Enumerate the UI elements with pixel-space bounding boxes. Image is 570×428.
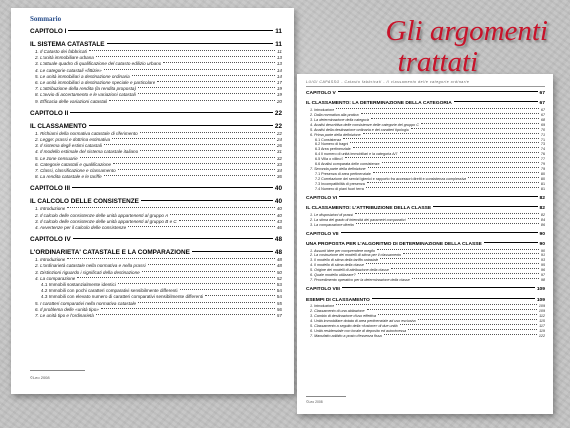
toc-dot-leader [157,81,275,82]
toc-dot-leader [96,314,275,315]
toc-entry-title: 1. Introduzione [35,206,66,212]
toc-entry-title: 3. Il sistema degli estimi catastali [35,143,102,149]
toc-page-number: 79 [540,167,545,172]
toc-dot-leader [341,232,538,233]
toc-dot-leader [138,302,275,303]
toc-dot-leader [170,214,275,215]
toc-chapter-row [30,185,282,193]
toc-dot-leader [109,100,275,101]
page-footer-right [306,396,346,404]
toc-page-number: 68 [540,117,545,122]
toc-entry-title: 6.5 Villa o villino? [315,157,344,162]
toc-dot-leader [400,324,538,325]
toc-dot-leader [339,196,537,197]
toc-page-number: 22 [276,130,282,136]
slide-title [386,16,548,78]
toc-dot-leader [380,258,538,259]
toc-dot-leader [107,43,274,44]
toc-page-number: 19 [276,86,282,92]
toc-entry-title: 1. Introduzione [35,257,66,263]
toc-page-number: 67 [539,101,545,107]
toc-dot-leader [67,258,274,259]
toc-entry-title: 3. Distinzioni riguardo i significati della destinazione [35,269,140,275]
toc-dot-leader [89,50,275,51]
toc-dot-leader [104,144,275,145]
toc-page-number: 22 [274,122,282,130]
toc-dot-leader [358,273,539,274]
toc-entry-title: 2. Dalla normativa alla pratica [310,112,359,117]
toc-entry-title: 6. Il problema delle «unità tipo» [35,306,99,312]
toc-entry-title: 2. Il calcolo delle consistenze delle unità appartenenti al gruppo A [35,212,169,218]
toc-page-number: 82 [539,206,545,212]
toc-dot-leader [205,295,275,296]
page-footer-left [30,370,85,380]
toc-page-number: 19 [276,92,282,98]
toc-dot-leader [138,87,275,88]
toc-chapter-row [30,41,282,49]
toc-entry-title: 3. La determinazione della categoria [310,117,370,122]
toc-entry-title: IL CLASSAMENTO: LA DETERMINAZIONE DELLA CATEGORIA [306,101,452,107]
toc-dot-leader [338,91,538,92]
toc-entry-row [306,278,545,283]
toc-dot-leader [104,175,275,176]
toc-page-number: 48 [274,249,282,257]
toc-entry-title: CAPITOLO VI [306,196,338,202]
toc-dot-leader [468,177,538,178]
toc-entry-title: 2. La costruzione dei modelli di stima per il classamento [310,253,402,258]
toc-dot-leader [363,133,539,134]
slide-title-line1: Gli argomenti [385,15,548,47]
toc-page-number: 79 [540,162,545,167]
toc-dot-leader [408,218,539,219]
toc-dot-leader [180,289,275,290]
toc-page-number: 14 [276,67,282,73]
footer-copyright: ©Leo 2008 [306,400,323,404]
toc-chapter-row [306,232,545,238]
toc-page-number: 74 [540,147,545,152]
toc-page-number: 53 [276,282,282,288]
toc-page-number: 17 [276,80,282,86]
toc-page-number: 96 [540,268,545,273]
toc-page-number: 82 [540,212,545,217]
toc-entry-title: 6.4 Il numero di unità immobiliari e la categoria A/7 [315,152,398,157]
toc-entry-title: 5. Classamento a seguito della «fusione» di due unità [310,323,398,328]
toc-entry-title: 7.4 Numero di piani fuori terra [315,187,364,192]
toc-page-number: 34 [276,168,282,174]
toc-dot-leader [400,152,539,153]
toc-dot-leader [345,157,538,158]
toc-page-number: 67 [540,112,545,117]
toc-entry-title: 4. Il modello di stima della classe [310,263,364,268]
toc-page-number: 84 [540,217,545,222]
toc-page-number: 91 [540,253,545,258]
toc-page-number: 11 [277,49,282,54]
toc-page-number: 90 [540,248,545,253]
toc-entry-title: 4. Avvertenze per il calcolo delle consistenze [35,225,127,231]
toc-entry-title: UNA PROPOSTA PER L'ALGORITMO DI DETERMINAZIONE DELLA CLASSE [306,242,482,248]
toc-dot-leader [179,220,275,221]
toc-page-number: 80 [540,172,545,177]
toc-page-number: 97 [540,273,545,278]
toc-page-number: 77 [540,157,545,162]
toc-entry-title: L'ORDINARIETA' CATASTALE E LA COMPARAZIONE [30,249,190,257]
toc-page-number: 67 [539,91,545,96]
toc-page-number: 22 [274,109,282,117]
toc-page-number: 90 [539,231,545,237]
toc-dot-leader [418,319,537,320]
toc-entry-title: 8. L'avvio di accertamento e le variazioni catastali [35,92,136,98]
toc-entry-title: 7.3 Incompatibilità di presenza [315,182,365,187]
toc-page-number: 112 [539,313,545,318]
toc-dot-leader [373,172,539,173]
toc-dot-leader [353,147,539,148]
toc-page-number: 115 [539,318,545,323]
toc-page-number: 71 [540,132,545,137]
toc-entry-title: 7. Classi, classificazione e classamento [35,168,116,174]
toc-page-number: 13 [276,55,282,61]
toc-entry-title: 4.2 Immobili con pochi caratteri comparativi sensibilmente differenti [41,288,178,294]
toc-page-number: 109 [536,297,545,303]
toc-dot-leader [113,163,275,164]
toc-dot-leader [118,169,275,170]
toc-page-number: 81 [540,182,545,187]
toc-entry-title: 4. La comparazione [35,275,76,281]
toc-page-number: 11 [275,28,282,35]
toc-entry-title: 6. Prima parte della definizione [310,132,361,137]
toc-page-number: 69 [540,122,545,127]
toc-entry-title: 5. Origine dei modelli di attribuzione della classe [310,268,389,273]
toc-page-number: 48 [274,236,282,244]
toc-dot-leader [356,223,539,224]
toc-page-number: 71 [540,137,545,142]
toc-entry-title: 1. Introduzione [310,107,335,112]
toc-page-number: 20 [276,98,282,104]
toc-dot-leader [408,329,537,330]
toc-dot-leader [77,277,275,278]
toc-chapter-row [30,198,282,206]
toc-page-right [297,74,553,414]
toc-dot-leader [366,263,539,264]
footer-rule [306,396,346,397]
toc-entry-title: 5. Analisi della destinazione ordinaria e dei caratteri tipologici [310,127,410,132]
toc-entry-title: 6.2 Numero di bagni [315,142,349,147]
toc-entry-title: 6.1 Consistenza [315,137,342,142]
toc-entry-title: 3. Cambio di destinazione d'uso effettiva [310,313,377,318]
toc-dot-leader [342,287,535,288]
toc-dot-leader [367,182,539,183]
toc-page-number: 82 [539,196,545,202]
toc-page-number: 55 [276,300,282,306]
toc-entry-title: 1. Richiami della normativa catastale di riferimento [35,130,138,136]
toc-dot-leader [101,308,275,309]
toc-entry-title: 6. Le unità immobiliari a destinazione speciale e particolare [35,80,156,86]
toc-dot-leader [70,112,273,113]
toc-dot-leader [343,138,538,139]
toc-entry-title: CAPITOLO IV [30,236,71,244]
toc-entry-row [306,187,545,192]
toc-dot-leader [80,157,275,158]
toc-entry-title: 8. La rendita catastale e le tariffe [35,174,102,180]
toc-page-number: 24 [276,137,282,143]
footer-rule [30,370,85,371]
toc-entry-title: 5. Le unità immobiliari a destinazione ordinaria [35,73,130,79]
toc-page-number: 70 [540,127,545,132]
toc-page-number: 40 [274,185,282,193]
toc-entry-title: 2. La stima del grado di intensità dei parametri comparativi [310,217,406,222]
toc-entry-title: CAPITOLO I [30,28,67,35]
toc-entry-title: 3. Il calcolo delle consistenze delle unità appartenenti al gruppo B e C [35,218,177,224]
toc-entry-title: ESEMPI DI CLASSAMENTO [306,297,370,303]
toc-dot-leader [391,268,539,269]
toc-chapter-row [30,123,282,131]
slide-title-line2: trattati [397,46,479,78]
toc-page-number: 48 [276,263,282,269]
toc-page-number: 26 [276,143,282,149]
toc-page-number: 11 [275,41,282,48]
toc-entry-row [30,174,282,180]
toc-chapter-row [30,28,282,36]
toc-dot-leader [484,242,538,243]
toc-entry-title: 7. L'attribuzione della rendita (la rendita proposta) [35,86,136,92]
toc-page-number: 33 [276,161,282,167]
toc-entry-title: 4. Analisi descrittiva delle consistenze delle categorie del gruppo C [310,122,419,127]
toc-dot-leader [73,238,273,239]
toc-dot-leader [140,132,275,133]
toc-entry-title: 7.2 Correlazione dei servizi igienici e rapporto fra accessori diretti e consistenza complessiva [315,177,467,182]
toc-chapter-row [30,110,282,118]
toc-page-left [11,8,294,394]
toc-entry-title: 3. La comparazione diretta [310,222,354,227]
toc-entry-title: 7. Le unità tipo e l'ordinarietà [35,313,94,319]
toc-page-number: 76 [540,152,545,157]
running-header: LUIGI CAPASSO - Catasto fabbricati - Il classamento delle categorie ordinarie [306,80,545,87]
toc-entry-title: 5. I caratteri comparativi nella normativa catastale [35,300,137,306]
toc-dot-leader [382,162,539,163]
toc-dot-leader [148,264,275,265]
toc-entry-title: 1. Il Catasto dei fabbricati [35,49,87,54]
toc-dot-leader [378,314,537,315]
toc-entry-title: 4.3 Immobili con elevato numero di caratteri comparativi sensibilmente differenti [41,294,204,300]
toc-dot-leader [128,226,275,227]
toc-page-number: 119 [539,328,545,333]
toc-page-number: 80 [540,177,545,182]
toc-entry-title: 7. Procedimento operativo per la determinazione della classe [310,278,410,283]
toc-entry-row [306,334,545,339]
toc-dot-leader [140,150,275,151]
toc-entry-title: CAPITOLO II [30,109,69,117]
toc-dot-leader [138,93,275,94]
toc-entry-title: 2. Legge: prassi e dottrina estimativa [35,137,111,143]
toc-entry-title: 1. Le disposizioni di prassi [310,212,354,217]
toc-entry-title: 7.1 Presenza di area pertinenziale [315,172,371,177]
toc-page-number: 36 [276,174,282,180]
toc-page-number: 32 [276,155,282,161]
toc-entry-row [30,313,282,319]
toc-page-number: 73 [540,142,545,147]
toc-page-number: 14 [276,73,282,79]
toc-page-number: 109 [536,287,545,293]
toc-dot-leader [67,207,274,208]
toc-page-number: 117 [539,323,545,328]
toc-page-number: 81 [540,187,545,192]
toc-entry-title: 6.3 Area pertinenziale [315,147,351,152]
toc-page-number: 52 [276,275,282,281]
toc-entry-title: CAPITOLO III [30,185,71,193]
toc-dot-leader [421,123,539,124]
toc-dot-leader [366,187,539,188]
toc-heading: Sommario [30,15,62,23]
toc-entry-title: 2. L'ordinarietà catastale nella normativa e nella prassi [35,263,146,269]
toc-dot-leader [72,187,273,188]
toc-page-number: 93 [540,258,545,263]
toc-page-number: 90 [539,242,545,248]
toc-list-left [30,28,282,319]
toc-entry-title: IL CALCOLO DELLE CONSISTENZE [30,198,139,206]
toc-dot-leader [372,298,535,299]
toc-page-number: 40 [276,212,282,218]
toc-dot-leader [454,101,538,102]
toc-dot-leader [350,142,539,143]
toc-chapter-row [306,91,545,97]
toc-page-number: 109 [538,303,545,308]
toc-entry-row [30,99,282,105]
toc-entry-title: 4.1 Immobili sostanzialmente identici [41,282,116,288]
toc-page-number: 54 [276,294,282,300]
toc-dot-leader [142,271,275,272]
toc-dot-leader [118,283,275,284]
toc-entry-row [306,223,545,228]
toc-entry-title: 9. Efficacia delle variazioni catastali [35,98,108,104]
toc-dot-leader [384,334,537,335]
toc-dot-leader [433,206,537,207]
toc-entry-title: 1. Assunti idee per comprendere meglio [310,248,376,253]
toc-entry-title: 3. Il modello di stima della tariffa catastale [310,258,379,263]
toc-dot-leader [141,200,273,201]
toc-dot-leader [68,30,273,31]
toc-page-number: 50 [276,269,282,275]
toc-chapter-row [306,287,545,293]
toc-entry-title: CAPITOLO VII [306,231,339,237]
toc-page-number: 98 [540,278,545,283]
toc-chapter-row [30,236,282,244]
toc-dot-leader [361,113,539,114]
toc-page-number: 67 [540,107,545,112]
toc-entry-title: 4. Unità immobiliare dotata di area pertinenziale ad uso esclusivo [310,318,417,323]
toc-dot-leader [367,309,537,310]
toc-dot-leader [96,56,275,57]
toc-dot-leader [104,69,275,70]
toc-dot-leader [336,108,538,109]
toc-entry-title: 6. Categorie catastali e qualificazione [35,161,112,167]
toc-entry-title: IL CLASSAMENTO [30,122,87,130]
toc-entry-title: 7. Manufatto adibito a posto d'essenza fissa [310,333,382,338]
toc-page-number: 122 [538,333,545,338]
toc-page-number: 95 [540,263,545,268]
toc-list-right [306,91,545,339]
toc-dot-leader [192,251,273,252]
toc-page-number: 57 [276,313,282,319]
toc-page-number: 54 [276,288,282,294]
toc-page-number: 40 [274,198,282,206]
toc-entry-title: 3. L'attuale quadro di qualificazione del catasto edilizio urbano [35,61,162,67]
toc-entry-title: 2. L'unità immobiliare urbana [35,55,94,61]
toc-entry-title: 1. Introduzione [310,303,335,308]
toc-chapter-row [30,249,282,257]
toc-dot-leader [377,249,539,250]
toc-page-number: 86 [540,222,545,227]
toc-page-number: 31 [276,149,282,155]
toc-dot-leader [163,62,275,63]
toc-page-number: 13 [276,61,282,67]
toc-entry-title: IL SISTEMA CATASTALE [30,41,105,48]
toc-entry-title: 6. Unità residenziale con locale di deposito ed autorimessa [310,328,407,333]
toc-page-number: 43 [276,218,282,224]
toc-page-number: 109 [538,308,545,313]
toc-page-number: 48 [276,257,282,263]
toc-entry-title: 5. Le zone censuarie [35,155,78,161]
toc-entry-title: 6. Quale modello utilizzare? [310,273,356,278]
toc-page-number: 46 [276,225,282,231]
toc-entry-title: 4. Le categorie catastali «fittizie» [35,67,102,73]
toc-dot-leader [336,304,536,305]
toc-entry-title: 4. Il modello estimale del sistema catastale italiano [35,149,139,155]
toc-dot-leader [355,213,539,214]
toc-dot-leader [132,75,275,76]
toc-entry-title: 6.6 Analisi comparata delle consistenze [315,162,380,167]
toc-page-number: 40 [276,206,282,212]
toc-entry-row [30,225,282,231]
toc-dot-leader [411,128,538,129]
toc-entry-title: CAPITOLO VIII [306,287,340,293]
toc-entry-title: 7. Seconda parte della definizione [310,167,366,172]
toc-dot-leader [112,138,275,139]
toc-dot-leader [89,125,273,126]
toc-dot-leader [368,167,539,168]
toc-entry-title: 2. Classamento di una abitazione [310,308,365,313]
toc-page-number: 56 [276,306,282,312]
toc-chapter-row [306,196,545,202]
footer-copyright: ©Leo 2008 [30,375,50,380]
toc-entry-title: IL CLASSAMENTO: L'ATTRIBUZIONE DELLA CLASSE [306,206,432,212]
toc-entry-title: CAPITOLO V [306,91,336,96]
toc-dot-leader [412,278,539,279]
toc-dot-leader [403,253,539,254]
toc-dot-leader [371,118,538,119]
